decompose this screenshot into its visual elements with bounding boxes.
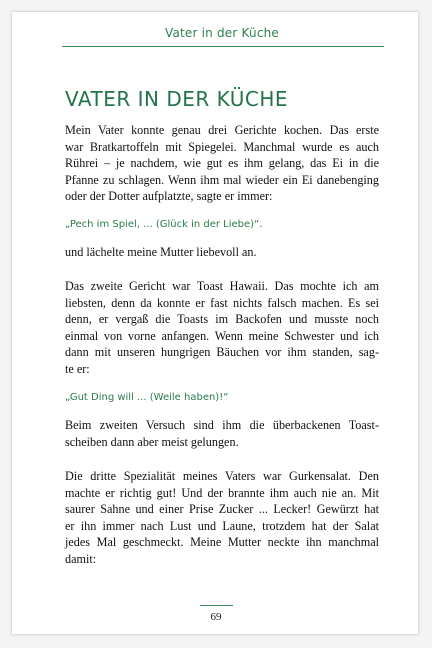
text-line: Das zweite Gericht war Toast Hawaii. Das mochte ich am	[65, 279, 379, 293]
paragraph-2	[65, 244, 379, 261]
text-line: machte er richtig gut! Und der brannte ihm auch nie an. Mit	[65, 485, 379, 500]
text-line: Pfanne zu schlagen. Wenn ihm mal wieder ein Ei danebenging	[65, 172, 379, 187]
paragraph-1	[65, 122, 379, 205]
text-line: liebsten, denn da konnte er fast nichts falsch machen. Es sei	[65, 295, 379, 310]
text-line: oder der Dotter aufplatzte, sagte er immer:	[65, 189, 273, 203]
quote-2: „Gut Ding will ... (Weile haben)!“	[65, 392, 229, 403]
paragraph-4	[65, 417, 379, 450]
text-line: dann mit unseren hungrigen Bäuchen vor ihm standen, sag-	[65, 345, 379, 359]
paragraph-3	[65, 278, 379, 377]
text-line: denn, er vergaß die Toasts im Backofen und musste noch	[65, 312, 379, 326]
book-page	[12, 12, 418, 634]
quote-1: „Pech im Spiel, ... (Glück in der Liebe)“.	[65, 219, 263, 230]
paragraph-5	[65, 468, 379, 567]
page-number: 69	[210, 611, 222, 623]
header-rule	[62, 46, 384, 47]
text-line: saurer Sahne und einer Prise Zucker ... Lecker! Gewürzt hat	[65, 502, 379, 516]
text-line: er ihn immer nach Lust und Laune, trotzdem hat der Salat	[65, 518, 379, 533]
text-line: scheiben dann aber meist gelungen.	[65, 434, 239, 449]
text-line: und lächelte meine Mutter liebevoll an.	[65, 245, 257, 259]
chapter-title: VATER IN DER KÜCHE	[65, 87, 289, 111]
footer-rule	[200, 605, 233, 606]
text-line: einmal von vorne anfangen. Wenn meine Schwester und ich	[65, 328, 379, 343]
text-line: Die dritte Spezialität meines Vaters war Gurkensalat. Den	[65, 469, 379, 483]
running-header: Vater in der Küche	[164, 26, 280, 40]
text-line: Mein Vater konnte genau drei Gerichte kochen. Das erste	[65, 123, 379, 137]
text-line: war Bratkartoffeln mit Spiegelei. Manchmal wurde es auch	[65, 139, 379, 154]
text-line: damit:	[65, 551, 97, 566]
text-line: te er:	[65, 361, 90, 376]
text-line: Beim zweiten Versuch sind ihm die überbackenen Toast-	[65, 418, 379, 432]
text-line: jedes Mal geschmeckt. Meine Mutter neckte ihn manchmal	[65, 535, 379, 549]
text-line: Rührei – je nachdem, wie gut es ihm gelang, das Ei in die	[65, 156, 379, 170]
